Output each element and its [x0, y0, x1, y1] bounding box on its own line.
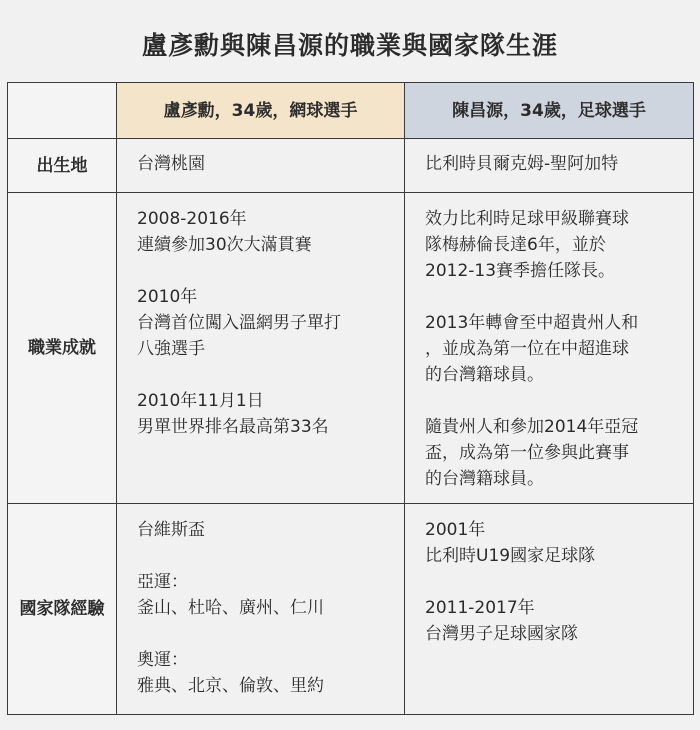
lu-national-item: 亞運： 釜山、杜哈、廣州、仁川: [137, 572, 324, 618]
chen-career-item: 隨貴州人和參加2014年亞冠 盃，成為第一位參與此賽事 的台灣籍球員。: [425, 417, 639, 489]
comparison-table: [7, 82, 694, 715]
chen-national-cell: [405, 504, 694, 715]
row-label-career: 職業成就: [8, 193, 117, 504]
lu-birthplace: 台灣桃園: [117, 139, 405, 193]
header-row: [8, 83, 694, 139]
chen-birthplace: 比利時貝爾克姆-聖阿加特: [405, 139, 694, 193]
lu-career-item: 2008-2016年 連續參加30次大滿貫賽: [137, 209, 312, 255]
header-lu: 盧彥勳，34歲，網球選手: [117, 83, 405, 139]
row-birthplace: [8, 139, 694, 193]
lu-national-item: 奧運： 雅典、北京、倫敦、里約: [137, 650, 324, 696]
header-empty-cell: [8, 83, 117, 139]
lu-national-item: 台維斯盃: [137, 520, 205, 540]
row-career: [8, 193, 694, 504]
lu-national-cell: [117, 504, 405, 715]
chen-career-item: 效力比利時足球甲級聯賽球 隊梅赫倫長達6年，並於 2012-13賽季擔任隊長。: [425, 209, 629, 281]
chen-career-item: 2013年轉會至中超貴州人和 ，並成為第一位在中超進球 的台灣籍球員。: [425, 313, 639, 385]
row-label-national: 國家隊經驗: [8, 504, 117, 715]
chen-career-cell: [405, 193, 694, 504]
lu-career-cell: [117, 193, 405, 504]
row-national: [8, 504, 694, 715]
lu-career-item: 2010年11月1日 男單世界排名最高第33名: [137, 391, 329, 437]
page-title: 盧彥勳與陳昌源的職業與國家隊生涯: [141, 31, 558, 60]
chen-national-item: 2011-2017年 台灣男子足球國家隊: [425, 598, 578, 644]
chen-national-item: 2001年 比利時U19國家足球隊: [425, 520, 596, 566]
row-label-birthplace: 出生地: [8, 139, 117, 193]
header-chen: 陳昌源，34歲，足球選手: [405, 83, 694, 139]
lu-career-item: 2010年 台灣首位闖入溫網男子單打 八強選手: [137, 287, 341, 359]
